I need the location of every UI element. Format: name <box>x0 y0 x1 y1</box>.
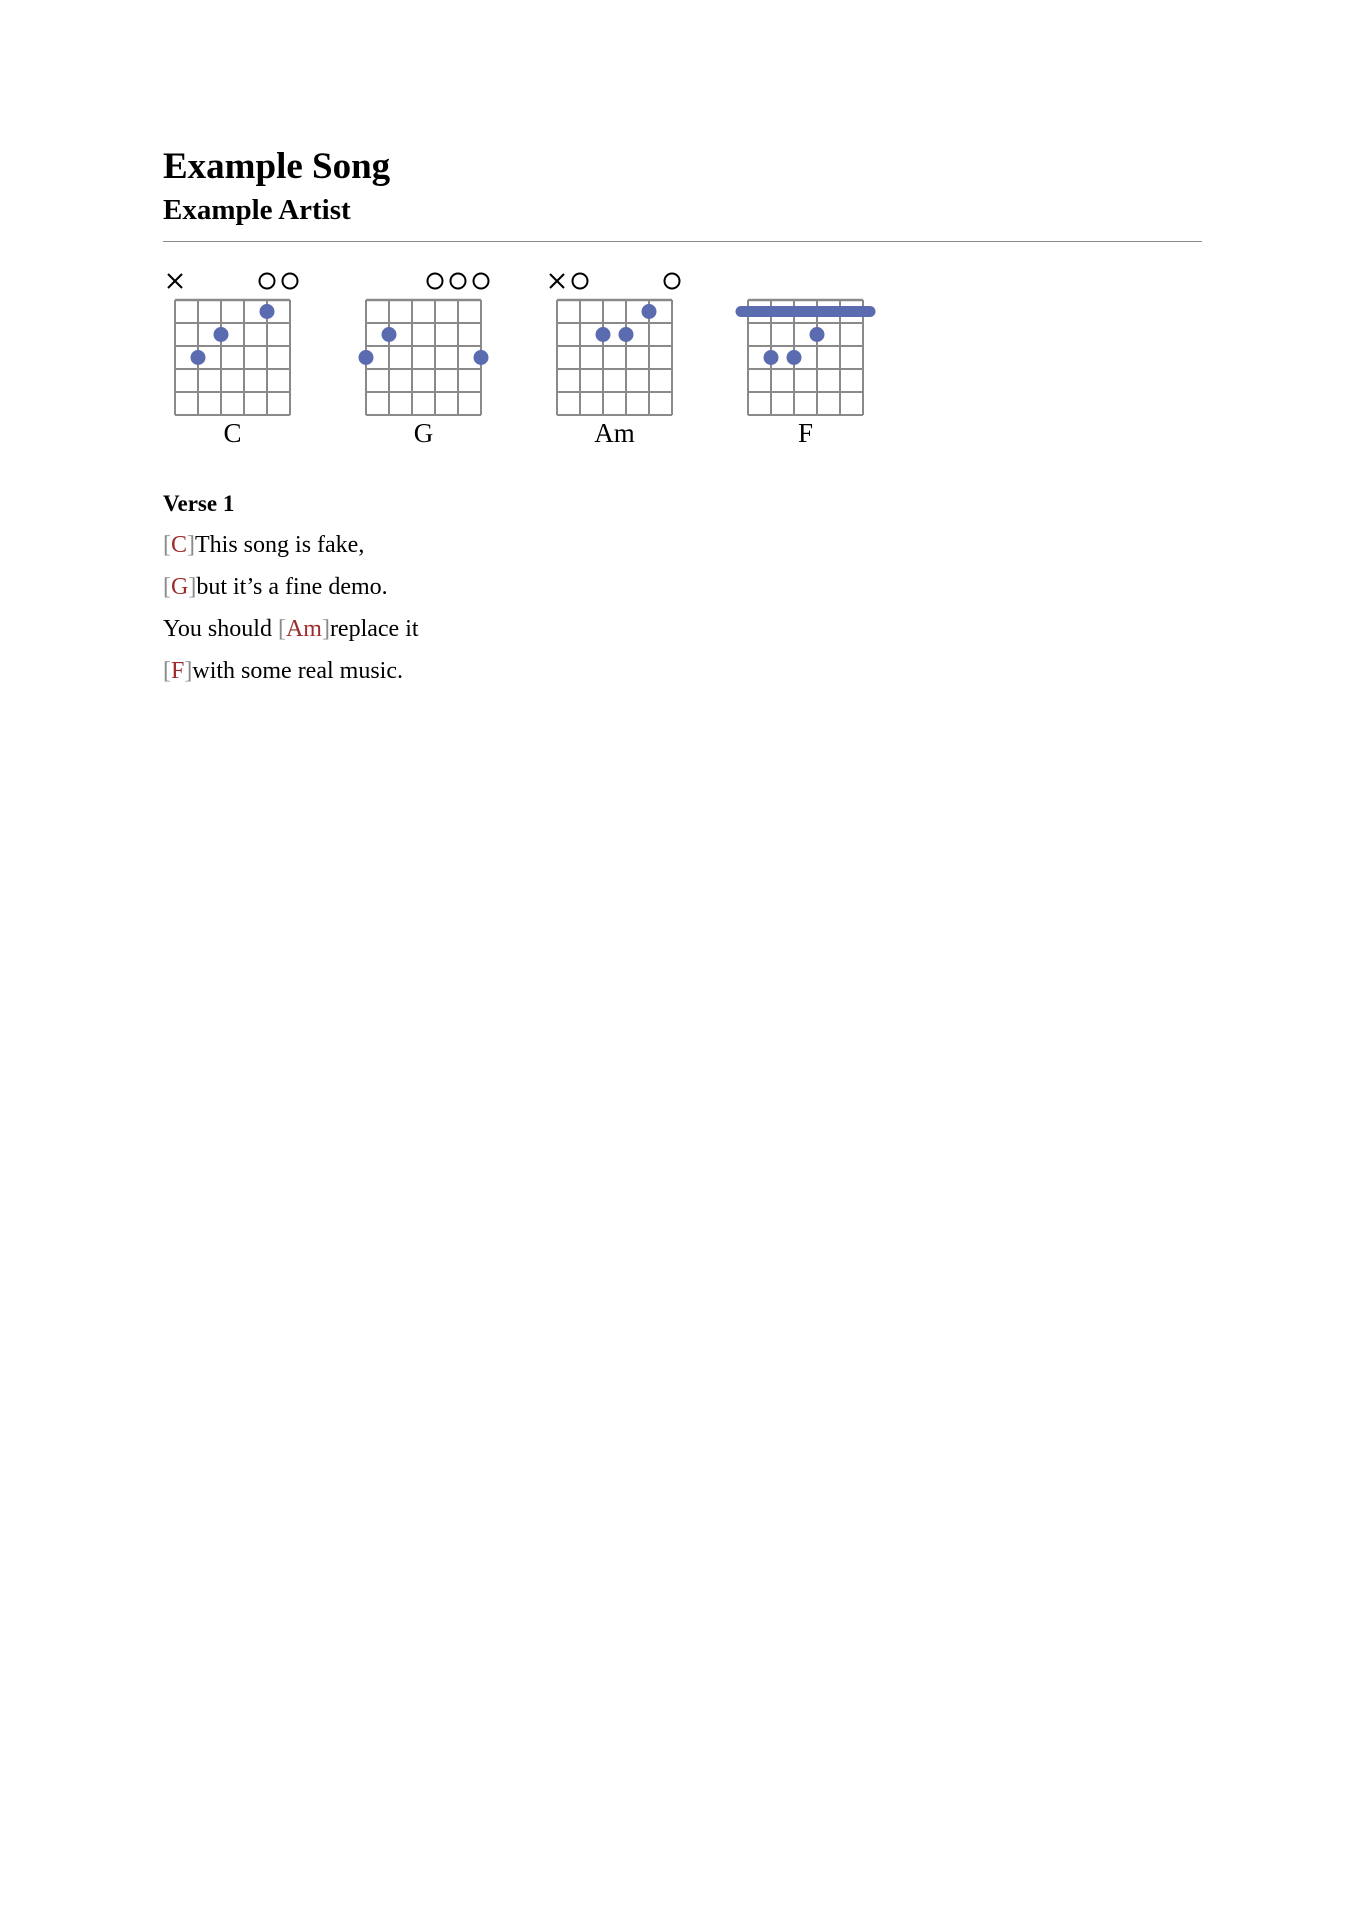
open-string-marker <box>428 274 443 289</box>
finger-dot <box>642 304 657 319</box>
lyric-line <box>163 575 388 599</box>
open-string-marker <box>451 274 466 289</box>
chord-bracket-open: [ <box>163 574 171 600</box>
lyric-text: This song is fake, <box>195 532 365 558</box>
chord-ref: C <box>171 532 188 558</box>
finger-dot <box>596 327 611 342</box>
finger-dot <box>359 350 374 365</box>
finger-dot <box>787 350 802 365</box>
chord-name: F <box>797 418 814 448</box>
open-string-marker <box>474 274 489 289</box>
muted-stroke <box>168 274 182 288</box>
lyric-text: replace it <box>329 616 419 642</box>
chord-diagram <box>741 300 870 448</box>
header-divider <box>163 241 1202 242</box>
chord-bracket-close: ] <box>187 532 196 558</box>
finger-dot <box>764 350 779 365</box>
finger-dot <box>474 350 489 365</box>
chord-bracket-close: ] <box>321 616 330 642</box>
chord-diagram <box>550 274 680 449</box>
muted-stroke <box>550 274 564 288</box>
lyric-text: with some real music. <box>192 658 403 684</box>
open-string-marker <box>260 274 275 289</box>
lyric-line <box>163 533 364 557</box>
lyric-text: but it’s a fine demo. <box>196 574 388 600</box>
chord-bracket-open: [ <box>163 658 171 684</box>
chord-diagrams <box>0 0 1358 460</box>
lyric-line <box>163 617 419 641</box>
finger-dot <box>260 304 275 319</box>
song-artist: Example Artist <box>163 194 351 226</box>
chord-bracket-open: [ <box>277 616 286 642</box>
lyric-line <box>163 659 403 683</box>
muted-stroke <box>550 274 564 288</box>
open-string-marker <box>573 274 588 289</box>
finger-dot <box>810 327 825 342</box>
chord-bracket-close: ] <box>184 658 193 684</box>
finger-dot <box>214 327 229 342</box>
section-label: Verse 1 <box>163 491 235 516</box>
open-string-marker <box>665 274 680 289</box>
chord-diagram <box>359 274 489 449</box>
muted-stroke <box>168 274 182 288</box>
chord-name: Am <box>594 418 635 448</box>
chord-diagram <box>168 274 298 449</box>
chord-bracket-close: ] <box>188 574 197 600</box>
chord-name: C <box>223 418 242 448</box>
chord-bracket-open: [ <box>163 532 171 558</box>
finger-dot <box>619 327 634 342</box>
muted-string-marker <box>550 274 564 288</box>
chord-ref: Am <box>285 616 322 642</box>
chord-ref: G <box>171 574 189 600</box>
finger-dot <box>382 327 397 342</box>
lyric-text: You should <box>163 616 278 642</box>
muted-string-marker <box>168 274 182 288</box>
finger-dot <box>191 350 206 365</box>
open-string-marker <box>283 274 298 289</box>
chord-ref: F <box>171 658 185 684</box>
song-title: Example Song <box>163 146 391 187</box>
chord-name: G <box>413 418 434 448</box>
